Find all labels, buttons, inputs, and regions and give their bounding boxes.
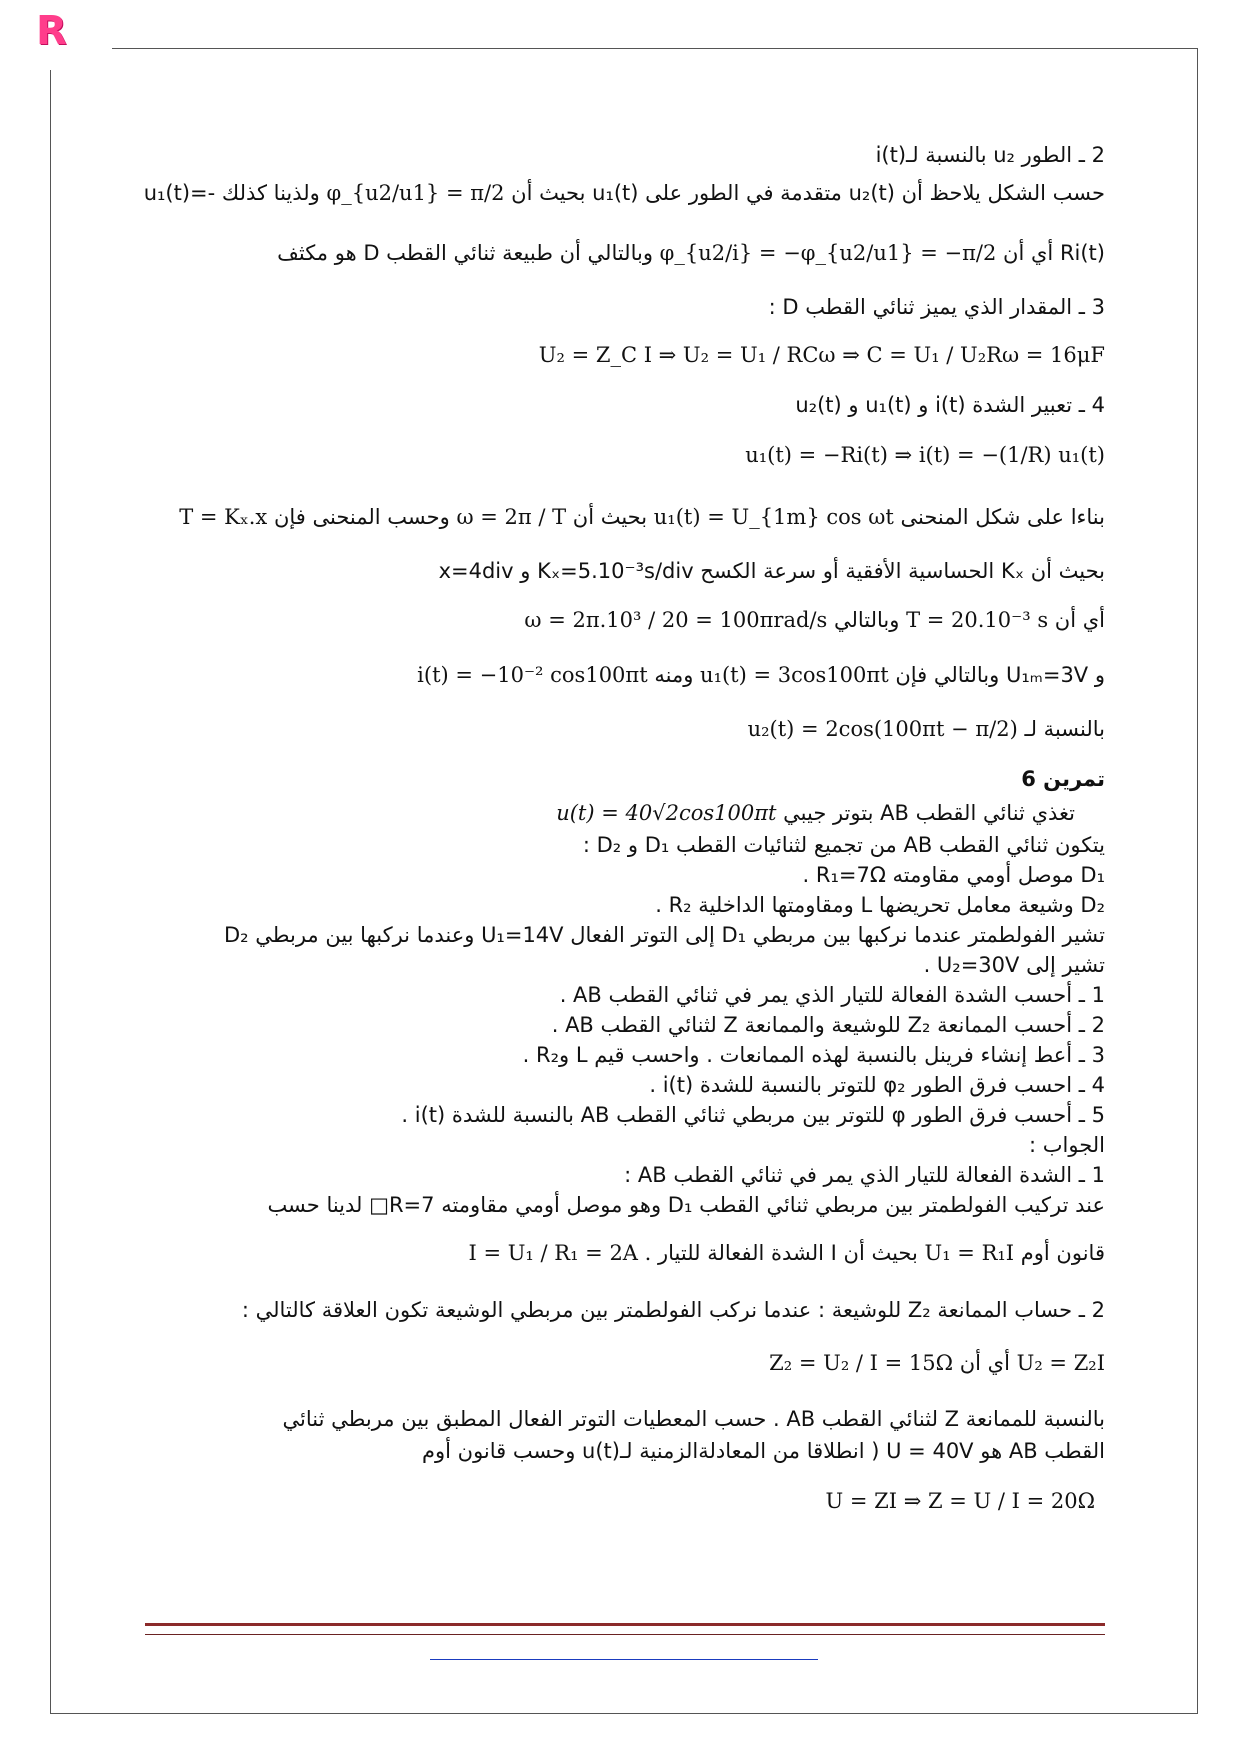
text-line: تشير الفولطمتر عندما نركبها بين مربطي D₁ إلى التوتر الفعال U₁=14V وعندما نركبها بين مربطي D₂ [223,923,1105,947]
footer-link-underline [430,1659,818,1660]
frame-right-border [1197,48,1198,1714]
question-3: 3 ـ أعط إنشاء فرينل بالنسبة لهذه الممانعات . واحسب قيم L وR₂ . [522,1043,1105,1067]
question-5: 5 ـ أحسب فرق الطور φ للتوتر بين مربطي ثنائي القطب AB بالنسبة للشدة (i(t . [401,1103,1105,1127]
text-line: قانون أوم U₁ = R₁I بحيث أن I الشدة الفعالة للتيار I = U₁ / R₁ = 2A . [468,1241,1105,1265]
text-line: بالنسبة للممانعة Z لثنائي القطب AB . حسب المعطيات التوتر الفعال المطبق بين مربطي ثنائي [282,1407,1105,1431]
text-line: 3 ـ المقدار الذي يميز ثنائي القطب D : [768,295,1105,319]
text-line: يتكون ثنائي القطب AB من تجميع لثنائيات القطب D₁ و D₂ : [582,833,1105,857]
text-line: بالنسبة لـ u₂(t) = 2cos(100πt − π/2) [747,717,1105,741]
text-line: تشير إلى U₂=30V . [923,953,1105,977]
text-line: بناءا على شكل المنحنى u₁(t) = U_{1m} cos ωt بحيث أن ω = 2π / T وحسب المنحنى فإن T = Kₓ.x [179,505,1105,529]
question-1: 1 ـ أحسب الشدة الفعالة للتيار الذي يمر في ثنائي القطب AB . [559,983,1105,1007]
equation: u₁(t) = −Ri(t) ⇒ i(t) = −(1/R) u₁(t) [745,443,1105,467]
text-line: عند تركيب الفولطمتر بين مربطي ثنائي القطب D₁ وهو موصل أومي مقاومته R=7□ لدينا حسب [267,1193,1105,1217]
question-2: 2 ـ أحسب الممانعة Z₂ للوشيعة والممانعة Z لثنائي القطب AB . [551,1013,1105,1037]
text-line: 2 ـ حساب الممانعة Z₂ للوشيعة : عندما نركب الفولطمتر بين مربطي الوشيعة تكون العلاقة كالتالي : [241,1298,1105,1322]
text-line: بحيث أن Kₓ الحساسية الأفقية أو سرعة الكسح Kₓ=5.10⁻³s/div و x=4div [438,559,1105,583]
frame-top-border [112,48,1198,49]
text-line: 1 ـ الشدة الفعالة للتيار الذي يمر في ثنائي القطب AB : [624,1163,1105,1187]
text-line: القطب AB هو U = 40V ( انطلاقا من المعادلةالزمنية لـ(u(t وحسب قانون أوم [422,1439,1105,1463]
text-line: تغذي ثنائي القطب AB بتوتر جيبي u(t) = 40√2cos100πt [556,801,1075,825]
text-line: أي أن T = 20.10⁻³ s وبالتالي ω = 2π.10³ / 20 = 100πrad/s [524,608,1105,632]
exercise-title: تمرين 6 [1021,767,1105,791]
text-line: D₁ موصل أومي مقاومته R₁=7Ω . [802,863,1105,887]
equation: U = ZI ⇒ Z = U / I = 20Ω [825,1489,1095,1513]
equation: U₂ = Z₂I أي أن Z₂ = U₂ / I = 15Ω [769,1351,1105,1375]
frame-left-border [50,70,51,1714]
text-line: D₂ وشيعة معامل تحريضها L ومقاومتها الداخلية R₂ . [655,893,1105,917]
text-line: حسب الشكل يلاحظ أن (u₂(t متقدمة في الطور على (u₁(t بحيث أن φ_{u2/u1} = π/2 ولذينا كذلك -=(u₁(t [143,181,1105,205]
text-line: 4 ـ تعبير الشدة (i(t و (u₁(t و (u₂(t [795,393,1105,417]
text-line: و U₁ₘ=3V وبالتالي فإن u₁(t) = 3cos100πt ومنه i(t) = −10⁻² cos100πt [417,663,1105,687]
footer-double-rule [145,1623,1105,1635]
answer-heading: الجواب : [1029,1133,1105,1157]
text-line: 2 ـ الطور u₂ بالنسبة لـ(i(t [875,143,1105,167]
logo: R [36,8,66,54]
frame-bottom-border [50,1713,1198,1714]
equation: U₂ = Z_C I ⇒ U₂ = U₁ / RCω ⇒ C = U₁ / U₂Rω = 16μF [538,343,1105,367]
question-4: 4 ـ احسب فرق الطور φ₂ للتوتر بالنسبة للشدة (i(t . [649,1073,1105,1097]
text-line: (Ri(t أي أن φ_{u2/i} = −φ_{u2/u1} = −π/2 وبالتالي أن طبيعة ثنائي القطب D هو مكثف [277,241,1105,265]
